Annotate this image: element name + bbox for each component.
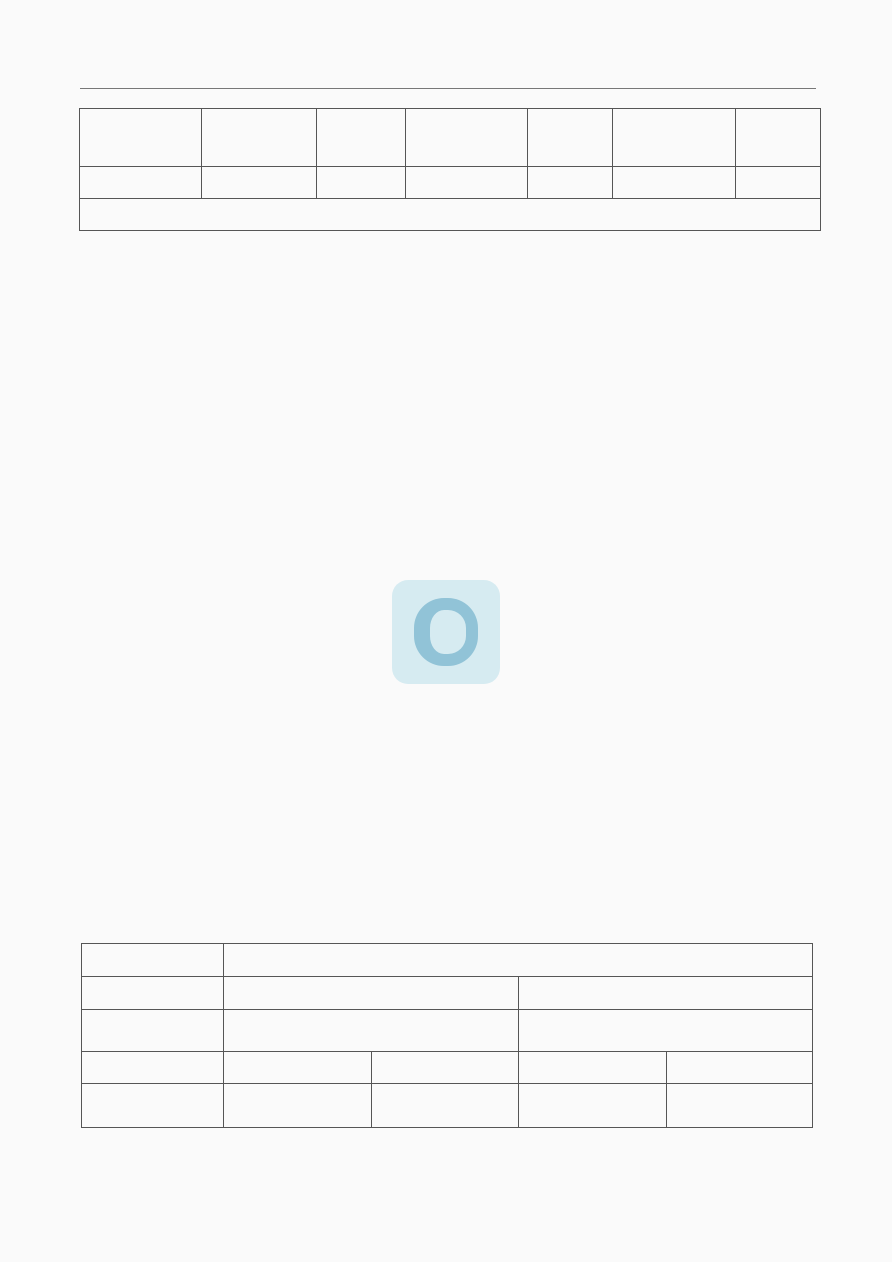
sample-no-header: [519, 1052, 667, 1084]
result-value: [736, 109, 821, 167]
result-value: [736, 167, 821, 199]
soil-results-table: [81, 943, 813, 1128]
sampling-location-label: [82, 977, 224, 1010]
note-row: [80, 199, 821, 231]
sample-state-label: [82, 1010, 224, 1052]
result-value: [317, 167, 406, 199]
sample-state-1: [224, 1010, 519, 1052]
sample-code: [202, 109, 317, 167]
petroleum-row: [80, 109, 821, 167]
test-item-label: [82, 1052, 224, 1084]
result-value: [528, 167, 613, 199]
chromium-row: [80, 167, 821, 199]
sampling-date-label: [82, 944, 224, 977]
sample-code: [406, 109, 528, 167]
result-value: [372, 1084, 519, 1128]
row-item-carbon-tetrachloride: [82, 1084, 224, 1128]
sample-code: [224, 1084, 372, 1128]
sample-state-2: [519, 1010, 813, 1052]
sample-code: [406, 167, 528, 199]
location-1: [224, 977, 519, 1010]
row-item-chromium: [80, 167, 202, 199]
header-rule: [80, 88, 816, 89]
sample-code: [613, 167, 736, 199]
sample-code: [519, 1084, 667, 1128]
result-value: [528, 109, 613, 167]
location-2: [519, 977, 813, 1010]
sample-code: [202, 167, 317, 199]
result-header: [372, 1052, 519, 1084]
sample-no-header: [224, 1052, 372, 1084]
row-item-petroleum: [80, 109, 202, 167]
result-header: [667, 1052, 813, 1084]
results-table-continued: [79, 108, 821, 231]
sample-code: [613, 109, 736, 167]
watermark-logo: [392, 580, 500, 684]
result-value: [667, 1084, 813, 1128]
sampling-date-value: [224, 944, 813, 977]
table-note: [80, 199, 821, 231]
result-value: [317, 109, 406, 167]
